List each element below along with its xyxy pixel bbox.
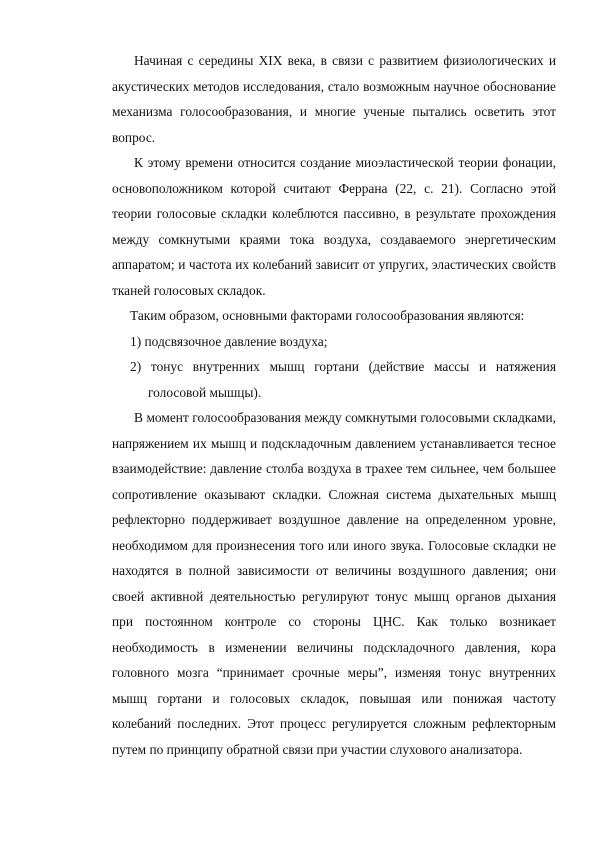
list-item-1: 1) подсвязочное давление воздуха; <box>130 333 328 349</box>
paragraph-2: К этому времени относится создание миоэластической теории фонации, основоположником которой считают Феррана (22, с. 21). Согласно этой теории голосовые складки колеблются пассивно, в результате прохождения между сомкнутыми краями тока воздуха, создаваемого энергетическим аппаратом; и частота их колебаний зависит от упругих, эластических свойств тканей голосовых складок. <box>112 155 556 298</box>
document-body <box>112 48 556 762</box>
paragraph-4: В момент голосообразования между сомкнутыми голосовыми складками, напряжением их мышц и подскладочным давлением устанавливается тесное взаимодействие: давление столба воздуха в трахее тем сильнее, чем большее сопротивление оказывают складки. Сложная система дыхательных мышц рефлекторно поддерживает воздушное давление на определенном уровне, необходимом для произнесения того или иного звука. Голосовые складки не находятся в полной зависимости от величины воздушного давления; они своей активной деятельностью регулируют тонус мышц органов дыхания при постоянном контроле со стороны ЦНС. Как только возникает необходимость в изменении величины подскладочного давления, кора головного мозга “принимает срочные меры”, изменяя тонус внутренних мышц гортани и голосовых складок, повышая или понижая частоту колебаний последних. Этот процесс регулируется сложным рефлекторным путем по принципу обратной связи при участии слухового анализатора. <box>112 410 556 757</box>
list-item-2: 2) тонус внутренних мышц гортани (действие массы и натяжения голосовой мышцы). <box>130 359 556 400</box>
paragraph-3: Таким образом, основными факторами голосообразования являются: <box>130 308 525 323</box>
paragraph-1: Начиная с середины XIX века, в связи с развитием физиологических и акустических методов исследования, стало возможным научное обоснование механизма голосообразования, и многие ученые пытались осветить этот вопрос. <box>112 53 556 145</box>
